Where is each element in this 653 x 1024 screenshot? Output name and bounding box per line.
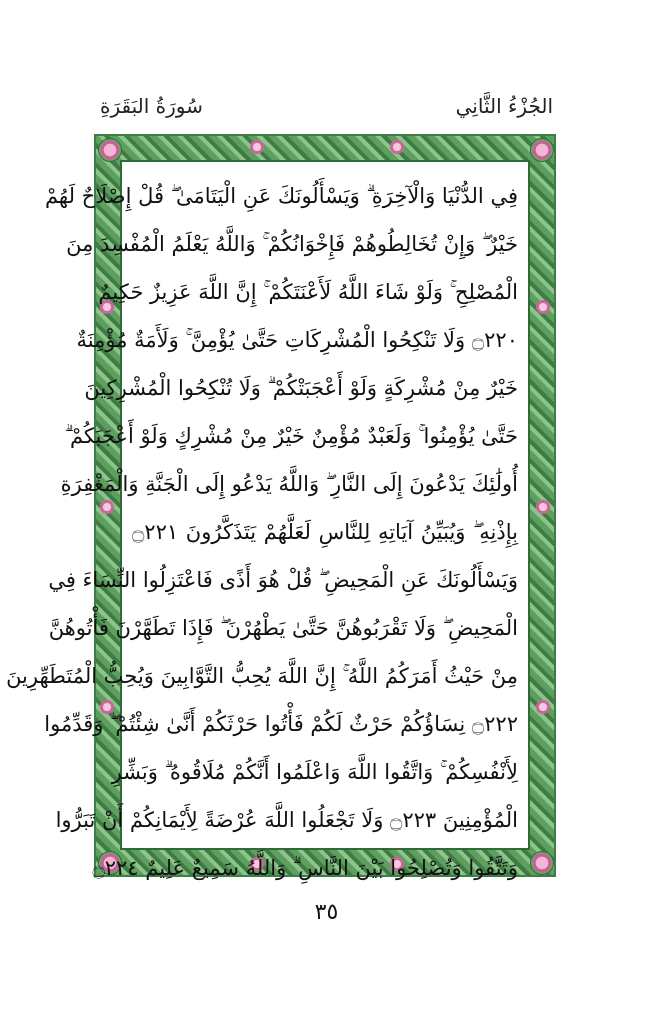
border-rosette-icon [536,300,550,314]
text-line: الْمُصْلِحِ ۚ وَلَوْ شَاءَ اللَّهُ لَأَعْنَتَكُمْ ۚ إِنَّ اللَّهَ عَزِيزٌ حَكِيمٌ [98,280,518,304]
text-line: ۝٢٢٠ وَلَا تَنْكِحُوا الْمُشْرِكَاتِ حَتَّىٰ يُؤْمِنَّ ۚ وَلَأَمَةٌ مُؤْمِنَةٌ [76,328,518,352]
juz-title: الجُزْءُ الثَّانِي [455,94,553,118]
surah-title: سُورَةُ البَقَرَةِ [100,94,203,118]
text-line: ۝٢٢٢ نِسَاؤُكُمْ حَرْثٌ لَكُمْ فَأْتُوا حَرْثَكُمْ أَنَّىٰ شِئْتُمْ ۖ وَقَدِّمُوا [44,712,518,736]
text-line: أُولَٰئِكَ يَدْعُونَ إِلَى النَّارِ ۖ وَاللَّهُ يَدْعُو إِلَى الْجَنَّةِ وَالْمَغْفِرَةِ [60,472,518,496]
corner-rosette-icon [98,138,122,162]
corner-rosette-icon [530,851,554,875]
quran-text [6,172,518,880]
text-line: فِي الدُّنْيَا وَالْآخِرَةِ ۗ وَيَسْأَلُونَكَ عَنِ الْيَتَامَىٰ ۖ قُلْ إِصْلَاحٌ لَهُمْ [44,184,518,208]
text-line: خَيْرٌ ۖ وَإِنْ تُخَالِطُوهُمْ فَإِخْوَانُكُمْ ۚ وَاللَّهُ يَعْلَمُ الْمُفْسِدَ مِنَ [66,232,518,256]
page-header [0,90,653,130]
text-line: حَتَّىٰ يُؤْمِنُوا ۚ وَلَعَبْدٌ مُؤْمِنٌ خَيْرٌ مِنْ مُشْرِكٍ وَلَوْ أَعْجَبَكُمْ ۗ [64,424,518,448]
text-line: مِنْ حَيْثُ أَمَرَكُمُ اللَّهُ ۚ إِنَّ اللَّهَ يُحِبُّ التَّوَّابِينَ وَيُحِبُّ الْمُتَطَهِّرِينَ [6,664,518,688]
text-line: وَتَتَّقُوا وَتُصْلِحُوا بَيْنَ النَّاسِ ۗ وَاللَّهُ سَمِيعٌ عَلِيمٌ ۝٢٢٤ [92,856,518,880]
border-rosette-icon [250,140,264,154]
border-rosette-icon [536,700,550,714]
text-line: خَيْرٌ مِنْ مُشْرِكَةٍ وَلَوْ أَعْجَبَتْكُمْ ۗ وَلَا تُنْكِحُوا الْمُشْرِكِينَ [84,376,518,400]
text-line: لِأَنْفُسِكُمْ ۚ وَاتَّقُوا اللَّهَ وَاعْلَمُوا أَنَّكُمْ مُلَاقُوهُ ۗ وَبَشِّرِ [111,760,518,784]
corner-rosette-icon [530,138,554,162]
text-line: الْمَحِيضِ ۖ وَلَا تَقْرَبُوهُنَّ حَتَّىٰ يَطْهُرْنَ ۖ فَإِذَا تَطَهَّرْنَ فَأْتُوهُنَّ [48,616,518,640]
border-rosette-icon [390,140,404,154]
text-line: الْمُؤْمِنِينَ ۝٢٢٣ وَلَا تَجْعَلُوا اللَّهَ عُرْضَةً لِأَيْمَانِكُمْ أَنْ تَبَرُّوا [55,808,518,832]
border-rosette-icon [536,500,550,514]
page-number: ٣٥ [314,900,339,925]
text-line: بِإِذْنِهِ ۖ وَيُبَيِّنُ آيَاتِهِ لِلنَّاسِ لَعَلَّهُمْ يَتَذَكَّرُونَ ۝٢٢١ [132,520,518,544]
text-line: وَيَسْأَلُونَكَ عَنِ الْمَحِيضِ ۖ قُلْ هُوَ أَذًى فَاعْتَزِلُوا النِّسَاءَ فِي [48,568,518,592]
